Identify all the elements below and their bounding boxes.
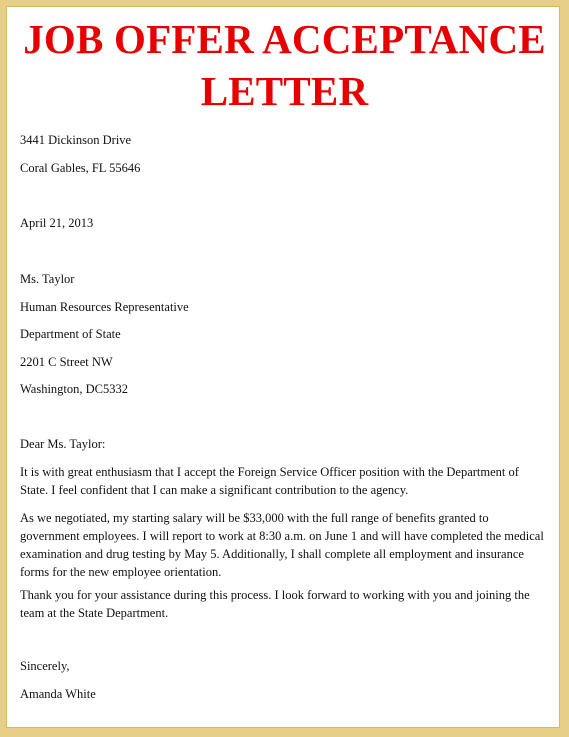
recipient-city-state-zip: Washington, DC5332 (20, 382, 129, 396)
sender-city-state-zip: Coral Gables, FL 55646 (20, 161, 141, 175)
letter-date: April 21, 2013 (20, 216, 94, 230)
salutation: Dear Ms. Taylor: (20, 437, 106, 451)
letter-title-line-1: JOB OFFER ACCEPTANCE (23, 16, 546, 62)
body-paragraph-2: As we negotiated, my starting salary will be $33,000 with the full range of benefits granted to government employees. I will report to work at 8:30 a.m. on June 1 and will have completed the medical examination and drug testing by May 5. Additionally, I shall complete all employment and insurance forms for the new employee orientation. (20, 511, 544, 579)
recipient-name: Ms. Taylor (20, 272, 75, 286)
signature-name: Amanda White (20, 687, 96, 701)
body-paragraph-3: Thank you for your assistance during this process. I look forward to working with you and joining the team at the State Department. (20, 588, 530, 620)
letter-title-line-2: LETTER (200, 68, 369, 114)
recipient-street: 2201 C Street NW (20, 355, 113, 369)
body-paragraph-1: It is with great enthusiasm that I accept the Foreign Service Officer position with the Department of State. I feel confident that I can make a significant contribution to the agency. (20, 465, 519, 497)
recipient-department: Department of State (20, 327, 121, 341)
sender-street: 3441 Dickinson Drive (20, 133, 132, 147)
recipient-title: Human Resources Representative (20, 300, 189, 314)
closing: Sincerely, (20, 659, 70, 673)
